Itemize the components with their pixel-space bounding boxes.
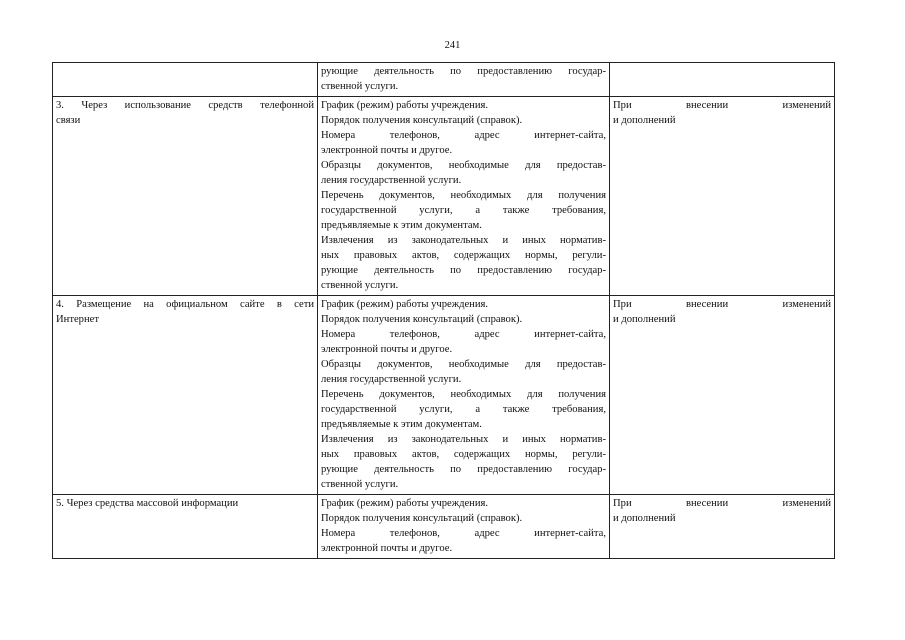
info-cell [318, 97, 610, 296]
update-timing-cell [610, 495, 835, 559]
info-text-line: Порядок получения консультаций (справок). [321, 513, 523, 524]
info-text-line: График (режим) работы учреждения. [321, 100, 489, 111]
info-cell [318, 63, 610, 97]
method-cell [53, 495, 318, 559]
info-item [321, 511, 606, 526]
info-item [321, 98, 606, 113]
update-text-line: и дополнений [613, 115, 676, 126]
info-item [321, 357, 606, 387]
info-text-line: электронной почты и другое. [321, 344, 453, 355]
info-text-line: Извлечения из законодательных и иных норматив- [321, 434, 606, 445]
info-text-line: ных правовых актов, содержащих нормы, регули- [321, 250, 606, 261]
info-item [321, 113, 606, 128]
info-text-line: ления государственной услуги. [321, 374, 462, 385]
update-text-line: При внесении изменений [613, 299, 831, 310]
table-row [53, 63, 835, 97]
info-item [321, 233, 606, 293]
info-text-line: ления государственной услуги. [321, 175, 462, 186]
update-timing-cell [610, 97, 835, 296]
update-timing-cell [610, 63, 835, 97]
method-text-line: 5. Через средства массовой информации [56, 498, 239, 509]
info-item [321, 312, 606, 327]
method-text-line: 4. Размещение на официальном сайте в сети [56, 299, 314, 310]
info-cell [318, 296, 610, 495]
info-item [321, 496, 606, 511]
info-cell [318, 495, 610, 559]
method-text-line: Интернет [56, 314, 99, 325]
info-text-line: предъявляемые к этим документам. [321, 419, 482, 430]
info-item [321, 432, 606, 492]
info-text-line: Перечень документов, необходимых для получения [321, 190, 606, 201]
info-item [321, 327, 606, 357]
info-text-line: ных правовых актов, содержащих нормы, регули- [321, 449, 606, 460]
method-text-line: 3. Через использование средств телефонной [56, 100, 314, 111]
info-text-line: электронной почты и другое. [321, 145, 453, 156]
table-row [53, 296, 835, 495]
info-text-line: рующие деятельность по предоставлению государ- [321, 464, 606, 475]
information-methods-table [52, 62, 835, 559]
info-text-line: Порядок получения консультаций (справок). [321, 115, 523, 126]
info-text-line: рующие деятельность по предоставлению государ- [321, 265, 606, 276]
info-text-line: ственной услуги. [321, 479, 399, 490]
method-cell [53, 97, 318, 296]
info-item [321, 526, 606, 556]
info-text-line: предъявляемые к этим документам. [321, 220, 482, 231]
info-text-line: государственной услуги, а также требования, [321, 404, 606, 415]
info-text-line: ственной услуги. [321, 280, 399, 291]
info-text-line: Образцы документов, необходимые для предостав- [321, 160, 606, 171]
table-row [53, 495, 835, 559]
info-item [321, 158, 606, 188]
info-text-line: Извлечения из законодательных и иных норматив- [321, 235, 606, 246]
update-text-line: и дополнений [613, 314, 676, 325]
table-row [53, 97, 835, 296]
info-text-line: ственной услуги. [321, 81, 399, 92]
info-text-line: График (режим) работы учреждения. [321, 299, 489, 310]
info-item [321, 128, 606, 158]
info-text-line: Номера телефонов, адрес интернет-сайта, [321, 329, 606, 340]
info-text-line: Номера телефонов, адрес интернет-сайта, [321, 528, 606, 539]
info-text-line: государственной услуги, а также требования, [321, 205, 606, 216]
update-text-line: При внесении изменений [613, 100, 831, 111]
info-text-line: рующие деятельность по предоставлению государ- [321, 66, 606, 77]
update-text-line: и дополнений [613, 513, 676, 524]
info-text-line: График (режим) работы учреждения. [321, 498, 489, 509]
table-body [53, 63, 835, 559]
info-text-line: Номера телефонов, адрес интернет-сайта, [321, 130, 606, 141]
method-text-line: связи [56, 115, 81, 126]
info-text-line: электронной почты и другое. [321, 543, 453, 554]
update-text-line: При внесении изменений [613, 498, 831, 509]
info-text-line: Порядок получения консультаций (справок). [321, 314, 523, 325]
info-item [321, 387, 606, 432]
info-item [321, 188, 606, 233]
info-item [321, 297, 606, 312]
info-text-line: Образцы документов, необходимые для предостав- [321, 359, 606, 370]
method-cell [53, 296, 318, 495]
info-text-line: Перечень документов, необходимых для получения [321, 389, 606, 400]
info-item [321, 64, 606, 94]
method-cell [53, 63, 318, 97]
update-timing-cell [610, 296, 835, 495]
page-number: 241 [444, 40, 461, 51]
